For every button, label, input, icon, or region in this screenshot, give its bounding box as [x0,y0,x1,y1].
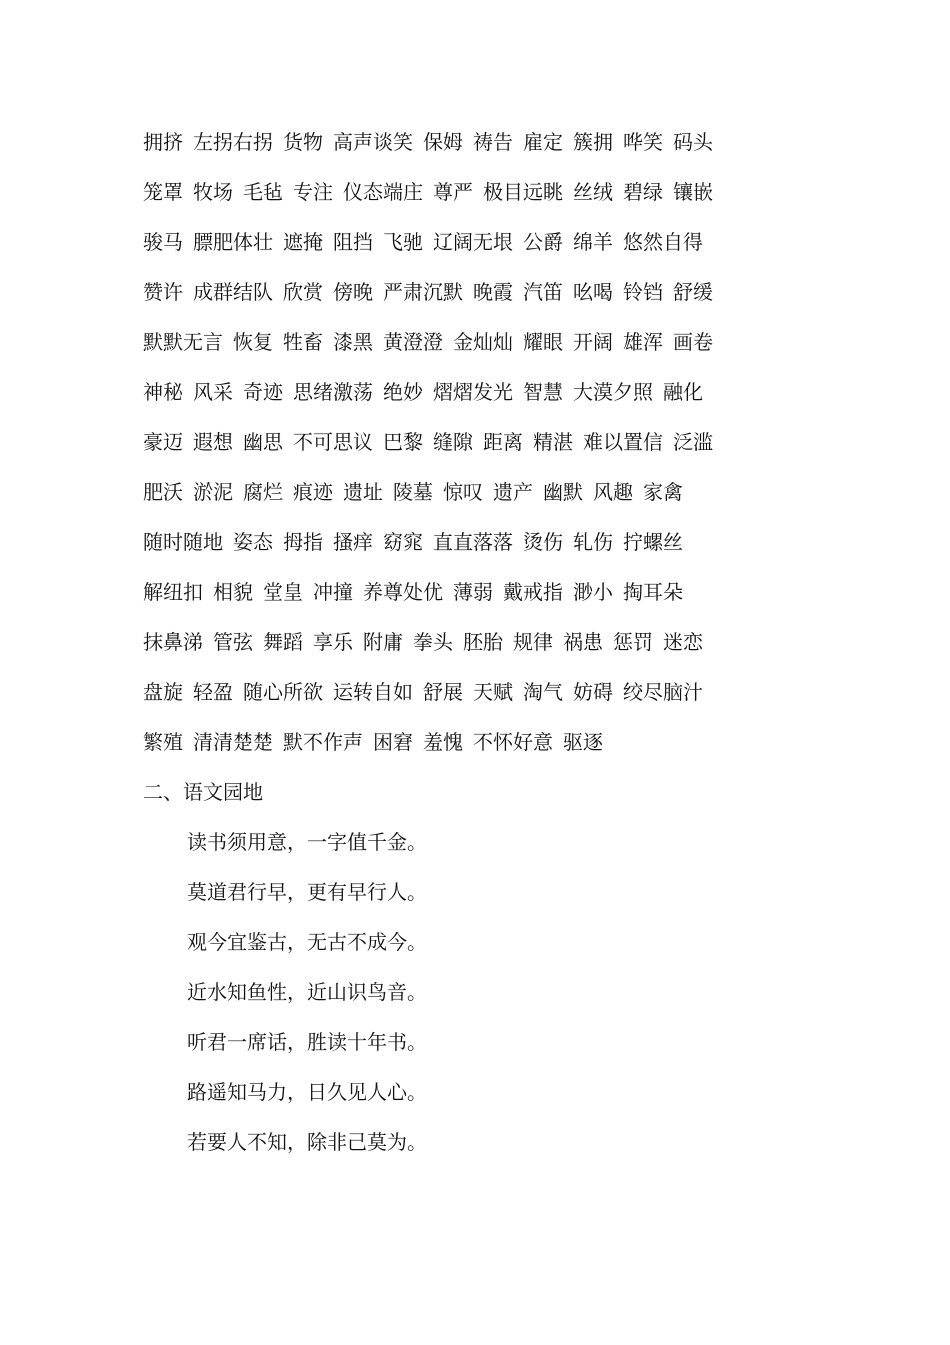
vocabulary-word: 随心所欲 [243,680,323,704]
vocabulary-word: 成群结队 [193,280,273,304]
vocabulary-line [143,172,903,222]
vocabulary-word: 巴黎 [383,430,423,454]
vocabulary-word: 附庸 [363,630,403,654]
vocabulary-word: 胚胎 [463,630,503,654]
vocabulary-word: 养尊处优 [363,580,443,604]
vocabulary-word: 金灿灿 [453,330,513,354]
vocabulary-line [143,322,903,372]
vocabulary-word: 天赋 [473,680,513,704]
proverb-line: 近水知鱼性，近山识鸟音。 [187,980,427,1004]
vocabulary-word: 陵墓 [393,480,433,504]
vocabulary-word: 耀眼 [523,330,563,354]
vocabulary-line [143,572,903,622]
vocabulary-word: 舞蹈 [263,630,303,654]
vocabulary-list [143,122,903,772]
vocabulary-word: 熠熠发光 [433,380,513,404]
vocabulary-word: 掏耳朵 [623,580,683,604]
vocabulary-word: 牲畜 [283,330,323,354]
vocabulary-word: 碧绿 [623,180,663,204]
vocabulary-word: 困窘 [373,730,413,754]
vocabulary-word: 大漠夕照 [573,380,653,404]
vocabulary-word: 舒缓 [673,280,713,304]
vocabulary-word: 遗址 [343,480,383,504]
vocabulary-word: 恢复 [233,330,273,354]
vocabulary-word: 拳头 [413,630,453,654]
vocabulary-word: 绞尽脑汁 [623,680,703,704]
vocabulary-word: 毛毡 [243,180,283,204]
vocabulary-word: 码头 [673,130,713,154]
vocabulary-word: 轻盈 [193,680,233,704]
vocabulary-word: 雄浑 [623,330,663,354]
proverb-line: 观今宜鉴古，无古不成今。 [187,930,427,954]
vocabulary-word: 拧螺丝 [623,530,683,554]
vocabulary-word: 骏马 [143,230,183,254]
vocabulary-word: 哗笑 [623,130,663,154]
vocabulary-word: 风趣 [593,480,633,504]
vocabulary-word: 羞愧 [423,730,463,754]
vocabulary-word: 辽阔无垠 [433,230,513,254]
vocabulary-word: 雇定 [523,130,563,154]
vocabulary-word: 精湛 [533,430,573,454]
vocabulary-word: 距离 [483,430,523,454]
vocabulary-word: 直直落落 [433,530,513,554]
vocabulary-word: 专注 [293,180,333,204]
vocabulary-word: 晚霞 [473,280,513,304]
vocabulary-word: 公爵 [523,230,563,254]
vocabulary-word: 惊叹 [443,480,483,504]
vocabulary-word: 薄弱 [453,580,493,604]
vocabulary-line [143,472,903,522]
vocabulary-word: 风采 [193,380,233,404]
vocabulary-word: 淤泥 [193,480,233,504]
vocabulary-word: 绵羊 [573,230,613,254]
vocabulary-word: 高声谈笑 [333,130,413,154]
vocabulary-word: 黄澄澄 [383,330,443,354]
document-page [143,122,903,1172]
vocabulary-word: 绝妙 [383,380,423,404]
vocabulary-word: 抹鼻涕 [143,630,203,654]
vocabulary-word: 膘肥体壮 [193,230,273,254]
section-heading: 二、语文园地 [143,780,263,804]
vocabulary-word: 清清楚楚 [193,730,273,754]
vocabulary-word: 货物 [283,130,323,154]
vocabulary-word: 不怀好意 [473,730,553,754]
vocabulary-word: 赞许 [143,280,183,304]
vocabulary-word: 冲撞 [313,580,353,604]
vocabulary-word: 搔痒 [333,530,373,554]
vocabulary-line [143,222,903,272]
vocabulary-word: 享乐 [313,630,353,654]
vocabulary-line [143,272,903,322]
vocabulary-word: 簇拥 [573,130,613,154]
vocabulary-word: 运转自如 [333,680,413,704]
vocabulary-word: 烫伤 [523,530,563,554]
vocabulary-word: 画卷 [673,330,713,354]
vocabulary-word: 淘气 [523,680,563,704]
vocabulary-word: 尊严 [433,180,473,204]
vocabulary-word: 保姆 [423,130,463,154]
vocabulary-word: 严肃沉默 [383,280,463,304]
vocabulary-word: 随时随地 [143,530,223,554]
vocabulary-word: 渺小 [573,580,613,604]
proverb-line: 读书须用意，一字值千金。 [187,830,427,854]
vocabulary-word: 驱逐 [563,730,603,754]
vocabulary-word: 神秘 [143,380,183,404]
vocabulary-word: 豪迈 [143,430,183,454]
vocabulary-line [143,722,903,772]
vocabulary-word: 智慧 [523,380,563,404]
vocabulary-word: 堂皇 [263,580,303,604]
vocabulary-word: 默不作声 [283,730,363,754]
vocabulary-word: 舒展 [423,680,463,704]
vocabulary-word: 腐烂 [243,480,283,504]
vocabulary-word: 镶嵌 [673,180,713,204]
vocabulary-word: 幽思 [243,430,283,454]
vocabulary-word: 相貌 [213,580,253,604]
vocabulary-line [143,122,903,172]
vocabulary-word: 汽笛 [523,280,563,304]
vocabulary-line [143,372,903,422]
vocabulary-word: 难以置信 [583,430,663,454]
vocabulary-word: 遐想 [193,430,233,454]
vocabulary-word: 繁殖 [143,730,183,754]
vocabulary-word: 遗产 [493,480,533,504]
vocabulary-word: 不可思议 [293,430,373,454]
vocabulary-word: 悠然自得 [623,230,703,254]
vocabulary-word: 开阔 [573,330,613,354]
vocabulary-word: 融化 [663,380,703,404]
vocabulary-word: 牧场 [193,180,233,204]
vocabulary-word: 阻挡 [333,230,373,254]
vocabulary-word: 规律 [513,630,553,654]
vocabulary-word: 肥沃 [143,480,183,504]
vocabulary-word: 痕迹 [293,480,333,504]
vocabulary-word: 祷告 [473,130,513,154]
proverb-line: 若要人不知，除非己莫为。 [187,1130,427,1154]
vocabulary-word: 极目远眺 [483,180,563,204]
vocabulary-word: 默默无言 [143,330,223,354]
proverb-line: 路遥知马力，日久见人心。 [187,1080,427,1104]
vocabulary-word: 吆喝 [573,280,613,304]
vocabulary-word: 窈窕 [383,530,423,554]
vocabulary-word: 戴戒指 [503,580,563,604]
vocabulary-word: 遮掩 [283,230,323,254]
vocabulary-word: 祸患 [563,630,603,654]
vocabulary-word: 幽默 [543,480,583,504]
vocabulary-word: 管弦 [213,630,253,654]
vocabulary-word: 左拐右拐 [193,130,273,154]
vocabulary-word: 仪态端庄 [343,180,423,204]
vocabulary-word: 飞驰 [383,230,423,254]
vocabulary-word: 拇指 [283,530,323,554]
vocabulary-word: 铃铛 [623,280,663,304]
vocabulary-word: 轧伤 [573,530,613,554]
vocabulary-word: 拥挤 [143,130,183,154]
vocabulary-word: 漆黑 [333,330,373,354]
vocabulary-word: 奇迹 [243,380,283,404]
vocabulary-word: 妨碍 [573,680,613,704]
vocabulary-word: 思绪激荡 [293,380,373,404]
vocabulary-word: 姿态 [233,530,273,554]
vocabulary-word: 家禽 [643,480,683,504]
vocabulary-line [143,422,903,472]
proverb-list [143,822,903,1172]
vocabulary-word: 欣赏 [283,280,323,304]
vocabulary-word: 笼罩 [143,180,183,204]
vocabulary-word: 泛滥 [673,430,713,454]
vocabulary-word: 解纽扣 [143,580,203,604]
vocabulary-word: 惩罚 [613,630,653,654]
proverb-line: 听君一席话，胜读十年书。 [187,1030,427,1054]
vocabulary-line [143,672,903,722]
vocabulary-line [143,522,903,572]
vocabulary-word: 缝隙 [433,430,473,454]
vocabulary-word: 迷恋 [663,630,703,654]
proverb-line: 莫道君行早，更有早行人。 [187,880,427,904]
vocabulary-word: 丝绒 [573,180,613,204]
vocabulary-word: 盘旋 [143,680,183,704]
vocabulary-line [143,622,903,672]
vocabulary-word: 傍晚 [333,280,373,304]
